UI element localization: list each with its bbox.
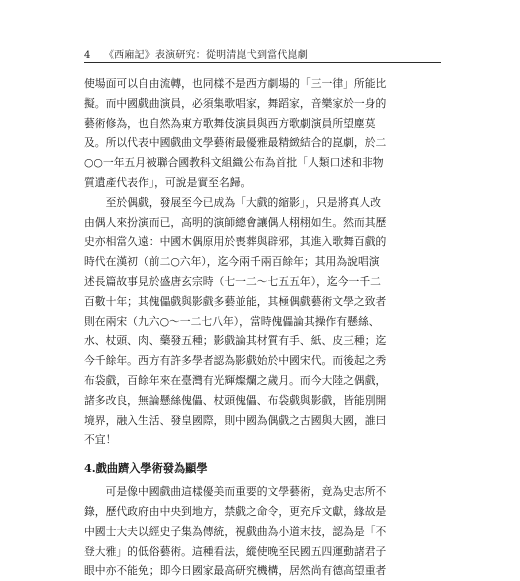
text-line: 及。所以代表中國戲曲文學藝術最優雅最精緻結合的崑劇，於二	[84, 136, 387, 150]
text-line: 水、杖頭、肉、藥發五種；影戲論其材質有手、紙、皮三種；迄	[84, 334, 387, 348]
text-line: 使場面可以自由流轉，也同樣不是西方劇場的「三一律」所能比	[84, 77, 387, 90]
text-line: 藝術修為，也自然為東方歌舞伎演員與西方歌劇演員所望塵莫	[84, 116, 376, 130]
header-rule	[84, 62, 441, 63]
text-line: 今千餘年。西方有許多學者認為影戲始於中國宋代。而後起之秀	[84, 354, 387, 368]
text-line: 由偶人來扮演而已，高明的演師總會讓偶人栩栩如生。然而其歷	[84, 215, 387, 229]
text-line: 登大雅」的低俗藝術。這種看法，縱使晚至民國五四運動諸君子	[84, 544, 387, 558]
text-line: 史亦相當久遠：中國木偶原用於喪葬與辟邪，其進入歌舞百戲的	[84, 235, 387, 249]
text-line: 錄，歷代政府由中央到地方，禁戲之命令，更充斥文獻，緣故是	[84, 504, 387, 518]
text-line: 不宜！	[84, 433, 117, 447]
section-heading: 4.戲曲躋入學術發為顯學	[84, 461, 208, 476]
text-line: 時代在漢初（前二○六年），迄今兩千兩百餘年；其用為說唱演	[84, 255, 380, 269]
text-line: 則在兩宋（九六○～一二七八年），當時傀儡論其操作有懸絲、	[84, 314, 380, 328]
text-line: 布袋戲，百餘年來在臺灣有光輝燦爛之歲月。而今大陸之偶戲，	[84, 373, 387, 387]
book-title: 《西廂記》表演研究：從明清崑弋到當代崑劇	[103, 50, 308, 61]
text-line: 境界，融入生活、發皇國際，則中國為偶戲之古國與大國，誰曰	[84, 413, 387, 427]
text-line: 眼中亦不能免；即今日國家最高研究機構，居然尚有德高望重者	[84, 564, 387, 578]
text-line: ○○一年五月被聯合國教科文組織公布為首批「人類口述和非物	[84, 156, 384, 170]
text-line: 中國士大夫以經史子集為傳統，視戲曲為小道末技，認為是「不	[84, 524, 387, 538]
body-text	[84, 74, 440, 581]
text-line: 可是像中國戲曲這樣優美而重要的文學藝術，竟為史志所不	[84, 485, 387, 499]
text-line: 述長篇故事見於盛唐玄宗時（七一二～七五五年），迄今一千二	[84, 274, 381, 288]
text-line: 擬。而中國戲曲演員，必須集歌唱家，舞蹈家，音樂家於一身的	[84, 96, 387, 110]
running-header	[84, 46, 308, 61]
text-line: 至於偶戲，發展至今已成為「大戲的縮影」，只是將真人改	[84, 195, 381, 209]
page-number: 4	[84, 50, 91, 61]
text-line: 質遺產代表作」，可說是實至名歸。	[84, 175, 252, 189]
text-line: 百數十年；其傀儡戲與影戲多藝並能，其極偶戲藝術文學之致者	[84, 294, 387, 308]
text-line: 諸多改良，無論懸絲傀儡、杖頭傀儡、布袋戲與影戲，皆能別開	[84, 393, 387, 407]
